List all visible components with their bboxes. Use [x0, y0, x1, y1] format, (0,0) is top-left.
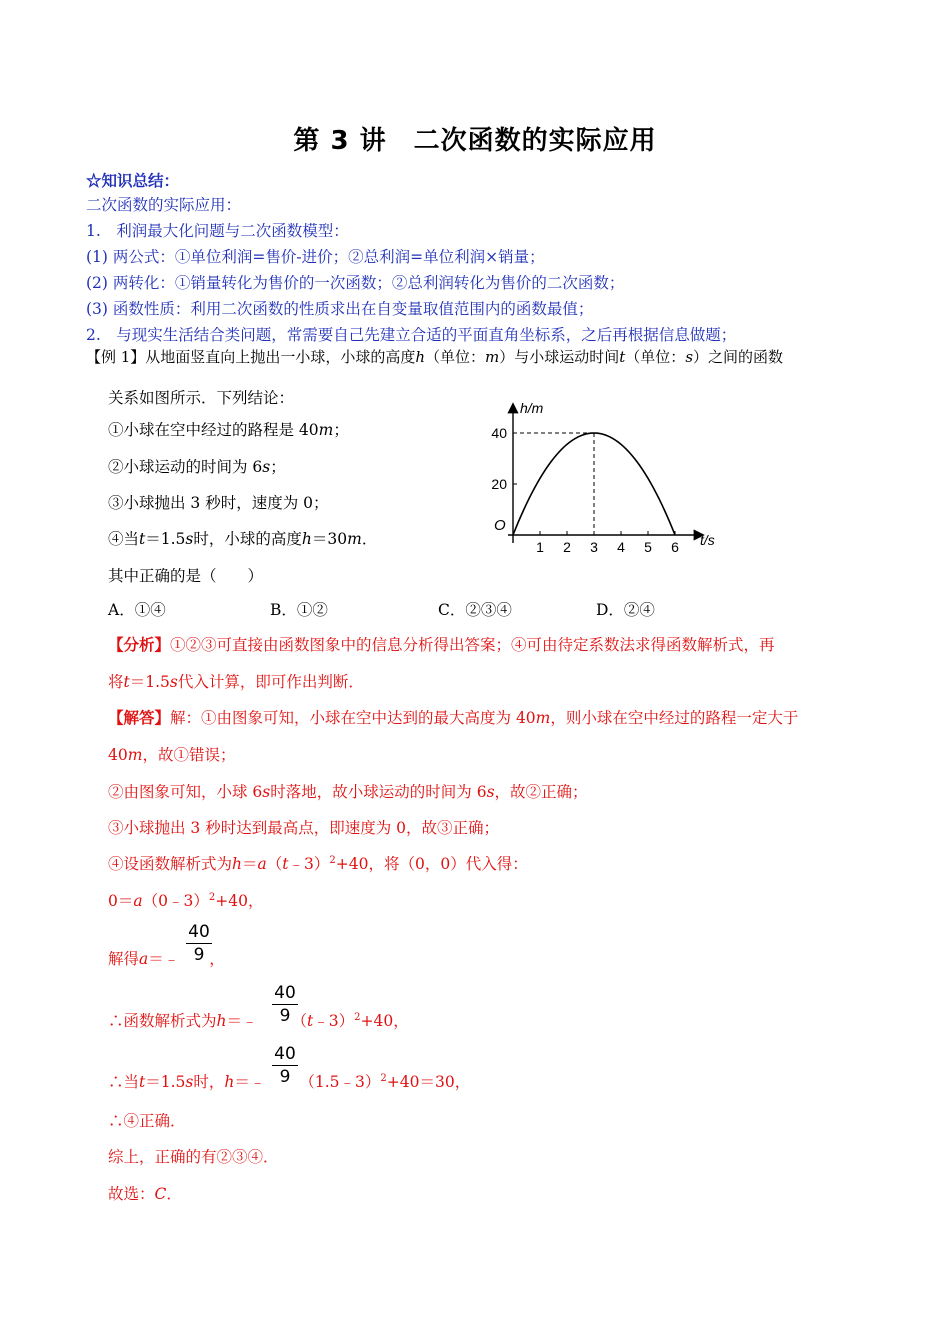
- x-axis-label: t/s: [700, 532, 715, 548]
- solution-line-11: 综上，正确的有②③④．: [108, 1148, 279, 1166]
- conclusion-3: ③小球抛出 3 秒时，速度为 0；: [108, 494, 329, 512]
- y-axis-label: h/m: [520, 400, 544, 416]
- solution-line-7: 解得a＝﹣ ，: [108, 950, 225, 968]
- origin-label: O: [494, 517, 506, 534]
- solution-line-3: ②由图象可知，小球 6s时落地，故小球运动的时间为 6s，故②正确；: [108, 783, 588, 801]
- analysis-tag: 【分析】: [108, 635, 171, 654]
- knowledge-heading: [86, 169, 179, 191]
- page-title: 第 3 讲 二次函数的实际应用: [293, 126, 657, 156]
- option-c: C．②③④: [438, 601, 512, 619]
- solution-line-1: 【解答】解：①由图象可知，小球在空中达到的最大高度为 40m，则小球在空中经过的路程一定大于: [108, 708, 799, 727]
- knowledge-sub-3: (3) 函数性质：利用二次函数的性质求出在自变量取值范围内的函数最值；: [86, 300, 594, 318]
- option-a: A．①④: [108, 601, 166, 619]
- knowledge-item-1: 1. 利润最大化问题与二次函数模型：: [86, 222, 349, 240]
- option-b: B．①②: [270, 601, 328, 619]
- example-line-2: 关系如图所示．下列结论：: [108, 389, 295, 407]
- parabola-chart: [480, 395, 730, 565]
- fraction-a: 40 9: [186, 922, 212, 965]
- x-tick-label: 6: [671, 539, 679, 555]
- knowledge-sub-2: (2) 两转化：①销量转化为售价的一次函数；②总利润转化为售价的二次函数；: [86, 274, 625, 292]
- x-tick-label: 5: [644, 539, 652, 555]
- fraction-expression: 40 9: [272, 983, 298, 1026]
- x-tick-label: 3: [590, 539, 598, 555]
- solution-tag: 【解答】: [108, 708, 171, 727]
- knowledge-sub-1: (1) 两公式：①单位利润=售价-进价；②总利润=单位利润×销量；: [86, 248, 545, 266]
- example-line-1: 【例 1】从地面竖直向上抛出一小球，小球的高度h（单位：m）与小球运动时间t（单位：s）之间的函数: [86, 348, 784, 366]
- analysis-line-2: 将t＝1.5s代入计算，即可作出判断．: [108, 673, 364, 691]
- solution-line-12: 故选：C．: [108, 1185, 182, 1203]
- fraction-evaluation: 40 9: [272, 1044, 298, 1087]
- solution-line-10: ∴④正确．: [108, 1112, 186, 1130]
- solution-line-5: ④设函数解析式为h＝a（t﹣3）$^2$+40，将（0，0）代入得：: [108, 855, 528, 873]
- conclusion-4: ④当t＝1.5s时，小球的高度h＝30m．: [108, 530, 378, 548]
- y-tick-label: 20: [491, 476, 507, 492]
- option-d: D．②④: [596, 601, 655, 619]
- solution-line-4: ③小球抛出 3 秒时达到最高点，即速度为 0，故③正确；: [108, 819, 500, 837]
- solution-line-6: 0＝a（0﹣3）$^2$+40，: [108, 892, 264, 910]
- knowledge-heading-text: ☆知识总结：: [86, 171, 180, 190]
- y-tick-label: 40: [491, 425, 507, 441]
- x-tick-label: 1: [536, 539, 544, 555]
- knowledge-intro: 二次函数的实际应用：: [86, 196, 242, 214]
- knowledge-item-2: 2. 与现实生活结合类问题，常需要自己先建立合适的平面直角坐标系，之后再根据信息做题；: [86, 326, 737, 344]
- x-tick-label: 2: [563, 539, 571, 555]
- solution-line-8: ∴函数解析式为h＝﹣ （t﹣3）$^2$+40，: [108, 1012, 409, 1030]
- solution-line-9: ∴当t＝1.5s时，h＝﹣ （1.5﹣3）$^2$+40＝30，: [108, 1073, 471, 1091]
- analysis-line-1: 【分析】①②③可直接由函数图象中的信息分析得出答案；④可由待定系数法求得函数解析式，再: [108, 635, 775, 654]
- x-tick-label: 4: [617, 539, 625, 555]
- conclusion-1: ①小球在空中经过的路程是 40m；: [108, 421, 349, 439]
- solution-line-2: 40m，故①错误；: [108, 746, 236, 764]
- question-prompt: 其中正确的是（ ）: [108, 567, 264, 585]
- conclusion-2: ②小球运动的时间为 6s；: [108, 458, 286, 476]
